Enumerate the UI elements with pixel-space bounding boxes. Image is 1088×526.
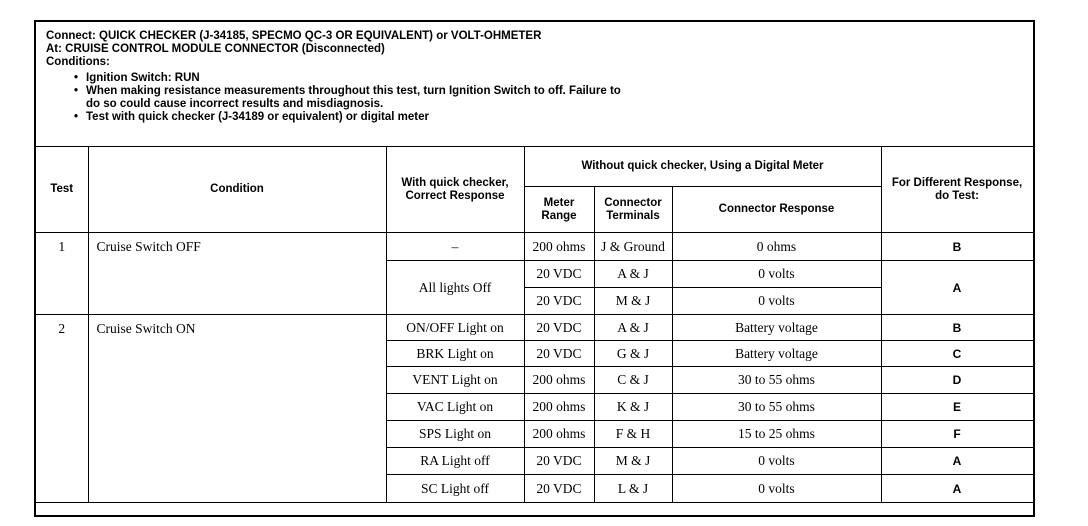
condition-bullet: • Test with quick checker (J-34189 or equivalent) or digital meter	[86, 111, 1023, 124]
meter-range: 20 VDC	[524, 448, 594, 475]
meter-range: 20 VDC	[524, 315, 594, 341]
diagnostic-chart	[34, 20, 1035, 517]
quick-checker-response: BRK Light on	[386, 341, 524, 367]
condition-bullet: • Ignition Switch: RUN	[86, 72, 1023, 85]
connector-terminals: L & J	[594, 475, 672, 503]
next-test: B	[881, 233, 1033, 261]
connector-terminals: A & J	[594, 261, 672, 288]
connector-response: 0 volts	[672, 288, 881, 315]
connector-terminals: C & J	[594, 367, 672, 394]
next-test: C	[881, 341, 1033, 367]
next-test: A	[881, 261, 1033, 315]
condition-bullet: • When making resistance measurements throughout this test, turn Ignition Switch to off. Failure to do so could cause incorrect results and misdiagnosis.	[86, 85, 1023, 111]
connector-response: 0 volts	[672, 261, 881, 288]
test-table	[36, 146, 1034, 503]
col-header-next-test: For Different Response, do Test:	[881, 147, 1033, 233]
next-test: A	[881, 448, 1033, 475]
col-header-digital-meter-group: Without quick checker, Using a Digital Meter	[524, 147, 881, 187]
connector-terminals: K & J	[594, 394, 672, 421]
table-row	[36, 315, 1033, 341]
quick-checker-response: VENT Light on	[386, 367, 524, 394]
quick-checker-response: VAC Light on	[386, 394, 524, 421]
connector-response: Battery voltage	[672, 315, 881, 341]
connector-response: 0 volts	[672, 475, 881, 503]
next-test: D	[881, 367, 1033, 394]
connector-response: Battery voltage	[672, 341, 881, 367]
test-number: 1	[36, 233, 88, 315]
connector-response: 0 ohms	[672, 233, 881, 261]
quick-checker-response: SPS Light on	[386, 421, 524, 448]
meter-range: 20 VDC	[524, 261, 594, 288]
next-test: F	[881, 421, 1033, 448]
connect-line: Connect: QUICK CHECKER (J-34185, SPECMO QC-3 OR EQUIVALENT) or VOLT-OHMETER	[46, 30, 542, 42]
col-header-test: Test	[36, 147, 88, 233]
quick-checker-response: All lights Off	[386, 261, 524, 315]
quick-checker-response: RA Light off	[386, 448, 524, 475]
meter-range: 200 ohms	[524, 233, 594, 261]
test-condition: Cruise Switch OFF	[88, 233, 386, 315]
next-test: A	[881, 475, 1033, 503]
col-header-connector-terminals: Connector Terminals	[594, 187, 672, 233]
connector-terminals: A & J	[594, 315, 672, 341]
conditions-list	[46, 72, 1023, 124]
connector-terminals: M & J	[594, 288, 672, 315]
instructions-header	[46, 30, 1023, 124]
test-condition: Cruise Switch ON	[88, 315, 386, 503]
col-header-condition: Condition	[88, 147, 386, 233]
connector-terminals: F & H	[594, 421, 672, 448]
connector-terminals: J & Ground	[594, 233, 672, 261]
connector-response: 30 to 55 ohms	[672, 367, 881, 394]
quick-checker-response: –	[386, 233, 524, 261]
connector-terminals: M & J	[594, 448, 672, 475]
connector-response: 0 volts	[672, 448, 881, 475]
col-header-meter-range: Meter Range	[524, 187, 594, 233]
meter-range: 200 ohms	[524, 421, 594, 448]
quick-checker-response: ON/OFF Light on	[386, 315, 524, 341]
meter-range: 20 VDC	[524, 475, 594, 503]
col-header-connector-response: Connector Response	[672, 187, 881, 233]
table-row	[36, 233, 1033, 261]
next-test: E	[881, 394, 1033, 421]
test-number: 2	[36, 315, 88, 503]
connector-response: 30 to 55 ohms	[672, 394, 881, 421]
col-header-quick-checker: With quick checker, Correct Response	[386, 147, 524, 233]
meter-range: 20 VDC	[524, 341, 594, 367]
connector-terminals: G & J	[594, 341, 672, 367]
next-test: B	[881, 315, 1033, 341]
conditions-label: Conditions:	[46, 56, 110, 68]
meter-range: 20 VDC	[524, 288, 594, 315]
connector-response: 15 to 25 ohms	[672, 421, 881, 448]
meter-range: 200 ohms	[524, 394, 594, 421]
at-line: At: CRUISE CONTROL MODULE CONNECTOR (Disconnected)	[46, 43, 385, 55]
meter-range: 200 ohms	[524, 367, 594, 394]
quick-checker-response: SC Light off	[386, 475, 524, 503]
